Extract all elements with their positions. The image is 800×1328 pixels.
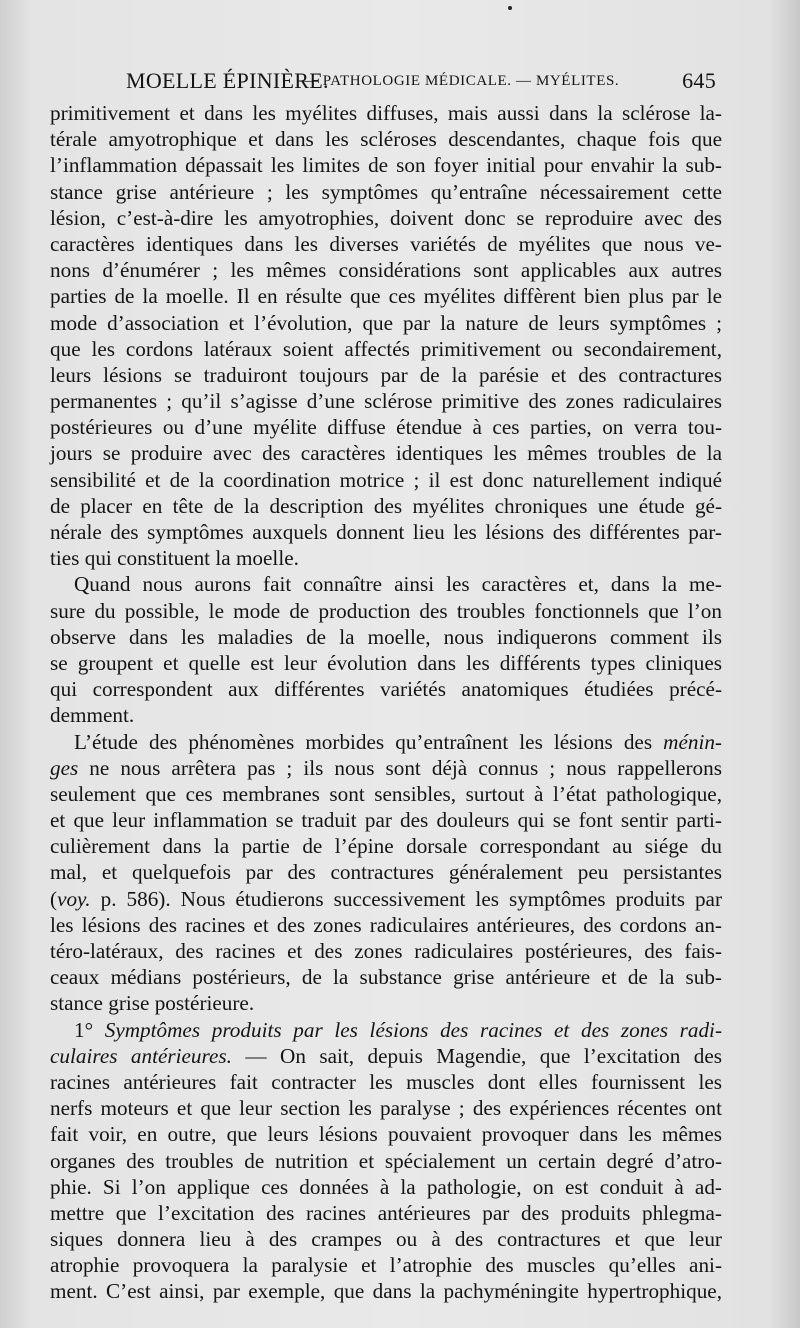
text-line: ment. C’est ainsi, par exemple, que dans la pachyméningite hypertrophique, xyxy=(50,1279,722,1304)
text-line: l’inflammation dépassait les limites de son foyer initial pour envahir la sub- xyxy=(50,153,722,178)
text-line: primitivement et dans les myélites diffuses, mais aussi dans la sclérose la- xyxy=(50,101,722,125)
page-number: 645 xyxy=(682,68,716,93)
text-run: ( xyxy=(50,886,58,911)
body-text xyxy=(50,100,722,1305)
text-line: Quand nous aurons fait connaître ainsi les caractères et, dans la me- xyxy=(74,572,722,597)
text-line: postérieures ou d’une myélite diffuse étendue à ces parties, on verra tou- xyxy=(50,415,722,440)
text-line: térale amyotrophique et dans les scléroses descendantes, chaque fois que xyxy=(50,127,722,152)
italic-term: ges xyxy=(50,755,79,780)
text-run: p. 586). Nous étudierons successivement les symptômes produits par xyxy=(100,886,723,911)
text-line: phie. Si l’on applique ces données à la pathologie, on est conduit à ad- xyxy=(50,1174,722,1199)
text-line: nérale des symptômes auxquels donnent lieu les lésions des différentes par- xyxy=(50,520,722,544)
text-run: ne nous arrêtera pas ; ils nous sont déjà connus ; nous rappellerons xyxy=(89,755,722,780)
text-line: stance grise postérieure. xyxy=(50,991,255,1016)
text-line xyxy=(50,755,722,781)
text-line: seulement que ces membranes sont sensibles, surtout à l’état pathologique, xyxy=(50,781,722,806)
italic-term: voy. xyxy=(57,886,91,911)
text-line: parties de la moelle. Il en résulte que ces myélites diffèrent bien plus par le xyxy=(50,284,722,309)
text-line: qui correspondent aux différentes variétés anatomiques étudiées précé- xyxy=(50,677,722,702)
running-head-title: MOELLE ÉPINIÈRE. xyxy=(126,68,329,93)
text-line: jours se produire avec des caractères identiques les mêmes troubles de la xyxy=(50,441,722,466)
text-line: ties qui constituent la moelle. xyxy=(50,546,299,571)
section-number: 1° xyxy=(74,1017,94,1042)
text-line: de placer en tête de la description des myélites chroniques une étude gé- xyxy=(50,493,722,518)
text-run: — On sait, depuis Magendie, que l’excitation des xyxy=(245,1043,722,1068)
text-line: permanentes ; qu’il s’agisse d’une sclérose primitive des zones radiculaires xyxy=(50,389,722,414)
text-line: organes des troubles de nutrition et spécialement un certain degré d’atro- xyxy=(50,1148,722,1173)
text-line: sensibilité et de la coordination motrice ; il est donc naturellement indiqué xyxy=(50,467,722,492)
text-line: téro-latéraux, des racines et des zones radiculaires postérieures, des fais- xyxy=(50,939,722,963)
text-line: lésion, c’est-à-dire les amyotrophies, doivent donc se reproduire avec des xyxy=(50,205,722,230)
text-line: se groupent et quelle est leur évolution dans les différents types cliniques xyxy=(50,650,722,675)
text-line: que les cordons latéraux soient affectés primitivement ou secondairement, xyxy=(50,336,722,361)
section-heading: culaires antérieures. xyxy=(50,1043,232,1068)
text-line: atrophie provoquera la paralysie et l’atrophie des muscles qu’elles ani- xyxy=(50,1253,722,1278)
text-line: nerfs moteurs et que leur section les paralyse ; des expériences récentes ont xyxy=(50,1096,722,1121)
text-line: et que leur inflammation se traduit par des douleurs qui se font sentir parti- xyxy=(50,808,722,833)
text-line: mal, et quelquefois par des contractures généralement peu persistantes xyxy=(50,860,722,885)
running-head-subtitle: — PATHOLOGIE MÉDICALE. — MYÉLITES. xyxy=(302,73,620,89)
text-line: culièrement dans la partie de l’épine dorsale correspondant au siége du xyxy=(50,834,722,859)
text-line: observe dans les maladies de la moelle, nous indiquerons comment ils xyxy=(50,624,722,649)
text-line xyxy=(50,729,722,755)
text-line: racines antérieures fait contracter les muscles dont elles fournissent les xyxy=(50,1069,722,1094)
text-line: mode d’association et l’évolution, que par la nature de leurs symptômes ; xyxy=(50,310,722,335)
text-line xyxy=(50,886,722,912)
text-run: L’étude des phénomènes morbides qu’entraînent les lésions des xyxy=(74,729,653,754)
text-line: nons d’énumérer ; les mêmes considérations sont applicables aux autres xyxy=(50,258,722,283)
running-head xyxy=(50,66,722,96)
text-line: demment. xyxy=(50,703,135,728)
section-heading-line xyxy=(50,1043,722,1069)
section-heading-line xyxy=(50,1017,722,1043)
text-line: leurs lésions se traduiront toujours par de la parésie et des contractures xyxy=(50,362,722,387)
text-line: les lésions des racines et des zones radiculaires antérieures, des cordons an- xyxy=(50,912,722,937)
text-line: mettre que l’excitation des racines antérieures par des produits phlegma- xyxy=(50,1200,722,1225)
text-line: sure du possible, le mode de production des troubles fonctionnels que l’on xyxy=(50,598,722,623)
text-line: stance grise antérieure ; les symptômes qu’entraîne nécessairement cette xyxy=(50,179,722,204)
text-line: ceaux médians postérieurs, de la substance grise antérieure et de la sub- xyxy=(50,965,722,990)
ink-speck xyxy=(508,6,512,10)
italic-term: ménin- xyxy=(663,729,722,754)
text-line: caractères identiques dans les diverses variétés de myélites que nous ve- xyxy=(50,231,722,256)
text-line: siques donnera lieu à des crampes ou à des contractures et que leur xyxy=(50,1227,722,1252)
section-heading: Symptômes produits par les lésions des racines et des zones radi- xyxy=(104,1017,723,1042)
text-line: fait voir, en outre, que leurs lésions pouvaient provoquer dans les mêmes xyxy=(50,1122,722,1147)
